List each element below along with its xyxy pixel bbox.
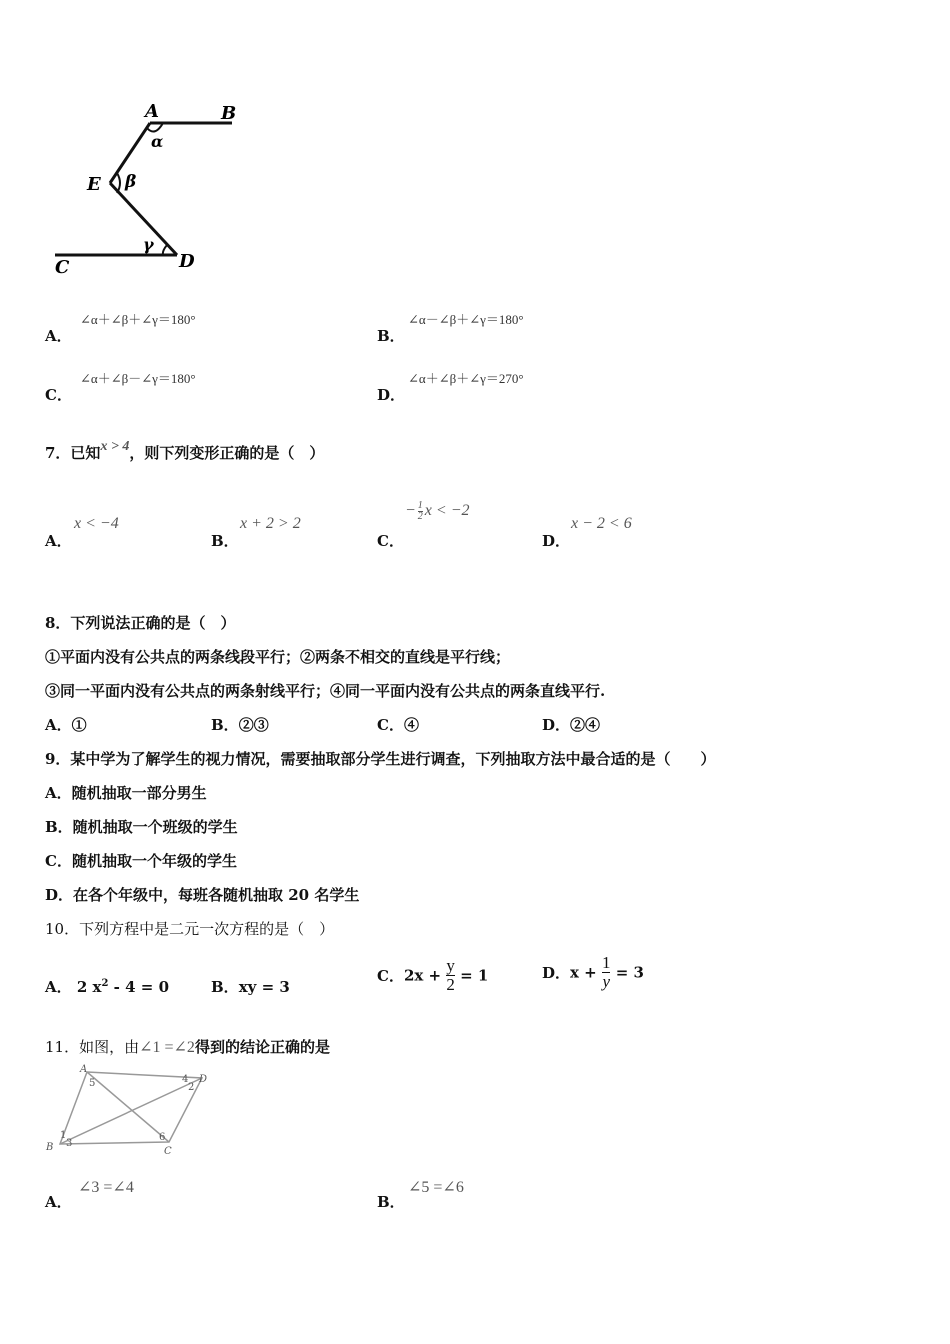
label-6: 6 bbox=[159, 1132, 166, 1143]
option-letter: B． bbox=[377, 1193, 405, 1211]
q10-option-d[interactable] bbox=[542, 954, 644, 991]
label-gamma: γ bbox=[143, 235, 154, 254]
option-letter: C． bbox=[377, 967, 404, 985]
option-expr: ∠α＋∠β－∠γ＝180° bbox=[80, 371, 196, 386]
q9-option-c[interactable]: C．随机抽取一个年级的学生 bbox=[45, 852, 237, 870]
option-expr bbox=[405, 501, 470, 522]
label-3: 3 bbox=[66, 1138, 73, 1149]
q8-line1: ①平面内没有公共点的两条线段平行；②两条不相交的直线是平行线； bbox=[45, 648, 511, 666]
q9-option-b[interactable]: B．随机抽取一个班级的学生 bbox=[45, 818, 238, 836]
label-4: 4 bbox=[182, 1074, 189, 1085]
q10-option-c[interactable] bbox=[377, 957, 488, 994]
fraction bbox=[602, 954, 611, 991]
option-letter: A． bbox=[45, 1193, 72, 1211]
label-beta: β bbox=[125, 172, 137, 192]
q7-stem-pre: 7．已知 bbox=[45, 444, 101, 462]
expr-pre: 2 x bbox=[76, 978, 102, 996]
option-expr: ∠α＋∠β＋∠γ＝270° bbox=[408, 371, 524, 386]
option-letter: C． bbox=[377, 716, 404, 734]
label-c: C bbox=[164, 1146, 172, 1157]
option-letter: A． bbox=[45, 716, 72, 734]
label-d: D bbox=[179, 251, 195, 272]
option-text: ②③ bbox=[238, 716, 269, 734]
option-expr: xy = 3 bbox=[238, 978, 290, 996]
q11-condition: ∠1 =∠2 bbox=[139, 1039, 195, 1056]
q8-option-d[interactable] bbox=[542, 714, 600, 735]
q9-stem: 9．某中学为了解学生的视力情况，需要抽取部分学生进行调查，下列抽取方法中最合适的是（ ） bbox=[45, 750, 716, 768]
q9-option-d[interactable]: D．在各个年级中，每班各随机抽取 20 名学生 bbox=[45, 886, 360, 904]
option-expr: ∠5 =∠6 bbox=[408, 1179, 464, 1196]
fraction bbox=[446, 957, 455, 994]
q9-option-a[interactable]: A．随机抽取一部分男生 bbox=[45, 784, 207, 802]
frac-num: 1 bbox=[601, 953, 611, 972]
q10-option-b[interactable] bbox=[211, 976, 290, 997]
option-letter: B． bbox=[377, 327, 405, 345]
expr-pre: x + bbox=[570, 963, 597, 982]
option-letter: C． bbox=[45, 386, 72, 404]
frac-den: y bbox=[602, 972, 610, 991]
q7-stem bbox=[45, 439, 325, 463]
label-a: A bbox=[145, 101, 159, 122]
option-text: ④ bbox=[403, 716, 419, 734]
option-letter: D． bbox=[542, 964, 571, 982]
option-expr: ∠α＋∠β＋∠γ＝180° bbox=[80, 312, 196, 327]
option-letter: D． bbox=[377, 386, 406, 404]
label-alpha: α bbox=[151, 132, 164, 151]
expr-exponent: 2 bbox=[101, 978, 109, 989]
q11-stem-pre: 11．如图，由 bbox=[45, 1038, 140, 1056]
frac-den: 2 bbox=[417, 511, 423, 522]
expr-post: = 3 bbox=[615, 963, 644, 982]
option-letter: D． bbox=[542, 532, 571, 550]
q10-option-a[interactable] bbox=[45, 976, 169, 997]
q8-option-a[interactable] bbox=[45, 714, 87, 735]
option-expr: x < −4 bbox=[74, 515, 119, 532]
arc-beta bbox=[117, 173, 120, 193]
diagonal-ac bbox=[87, 1072, 169, 1142]
label-a: A bbox=[80, 1064, 88, 1075]
label-d: D bbox=[199, 1074, 208, 1085]
expr-post: - 4 = 0 bbox=[108, 978, 170, 996]
option-expr: ∠α－∠β＋∠γ＝180° bbox=[408, 312, 524, 327]
q8-line2: ③同一平面内没有公共点的两条射线平行；④同一平面内没有公共点的两条直线平行. bbox=[45, 682, 606, 700]
q11-stem bbox=[45, 1036, 330, 1057]
frac-num: y bbox=[446, 956, 455, 975]
parallelogram-figure-q11 bbox=[42, 1062, 217, 1157]
label-b: B bbox=[46, 1142, 54, 1153]
angle-figure-q6 bbox=[45, 95, 265, 285]
option-expr: x − 2 < 6 bbox=[571, 515, 632, 532]
option-letter: B． bbox=[211, 978, 239, 996]
option-text: ① bbox=[71, 716, 87, 734]
expr-rest: x < −2 bbox=[424, 502, 470, 520]
parallelogram bbox=[60, 1072, 202, 1144]
frac-num: 1 bbox=[417, 500, 423, 511]
q8-stem: 8．下列说法正确的是（ ） bbox=[45, 614, 236, 632]
option-letter: B． bbox=[211, 532, 239, 550]
q7-condition: x > 4 bbox=[100, 439, 130, 454]
q11-stem-post: 得到的结论正确的是 bbox=[194, 1038, 330, 1056]
q7-stem-post: ，则下列变形正确的是（ ） bbox=[129, 444, 325, 462]
option-letter: A． bbox=[45, 327, 72, 345]
label-1: 1 bbox=[60, 1130, 67, 1141]
option-letter: A． bbox=[45, 978, 72, 996]
q10-stem: 10．下列方程中是二元一次方程的是（ ） bbox=[45, 920, 335, 938]
label-2: 2 bbox=[188, 1082, 195, 1093]
label-c: C bbox=[55, 257, 70, 278]
q8-option-b[interactable] bbox=[211, 714, 269, 735]
option-letter: A． bbox=[45, 532, 72, 550]
option-expr: x + 2 > 2 bbox=[240, 515, 301, 532]
option-letter: D． bbox=[542, 716, 571, 734]
option-letter: C． bbox=[377, 532, 404, 550]
minus-sign: − bbox=[405, 502, 416, 520]
option-text: ②④ bbox=[570, 716, 601, 734]
option-letter: B． bbox=[211, 716, 239, 734]
label-b: B bbox=[221, 103, 237, 124]
frac-den: 2 bbox=[446, 975, 455, 994]
expr-post: = 1 bbox=[460, 966, 489, 985]
q8-option-c[interactable] bbox=[377, 714, 419, 735]
expr-pre: 2x + bbox=[403, 966, 442, 985]
label-e: E bbox=[87, 174, 101, 195]
option-expr: ∠3 =∠4 bbox=[78, 1179, 134, 1196]
label-5: 5 bbox=[89, 1078, 96, 1089]
